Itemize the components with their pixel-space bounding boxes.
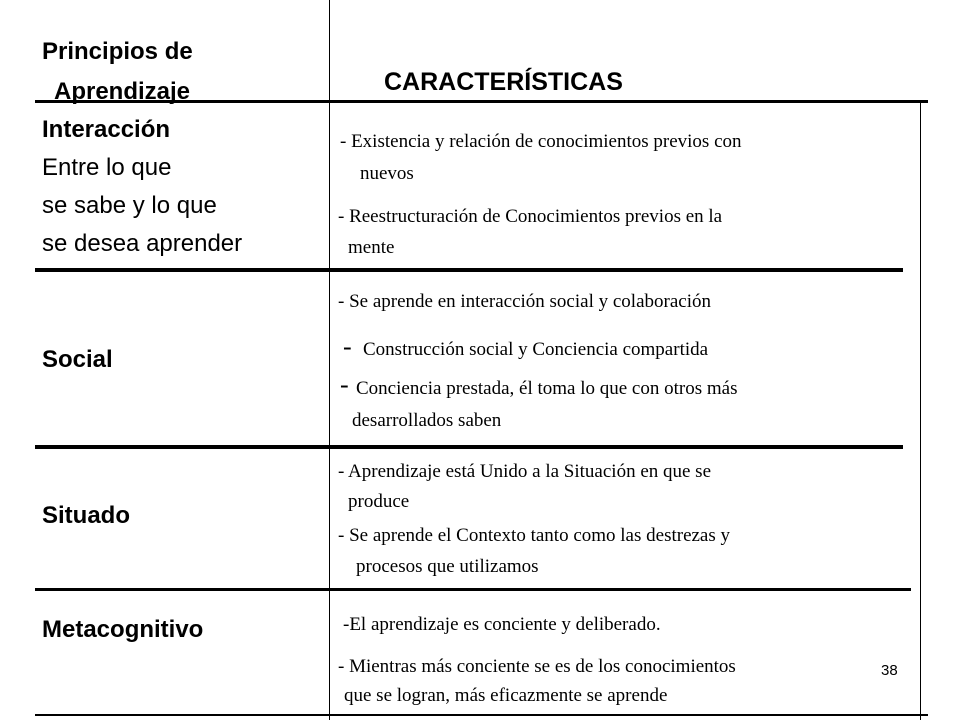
principle-label: se sabe y lo que [42, 192, 217, 219]
right-border [920, 100, 921, 720]
characteristic-item: - Reestructuración de Conocimientos previos en la [338, 206, 723, 227]
characteristic-item: - Se aprende en interacción social y colaboración [338, 291, 711, 312]
principles-heading-line2: Aprendizaje [54, 78, 191, 105]
characteristic-bullet: - [343, 332, 352, 361]
characteristic-item: -El aprendizaje es conciente y deliberado. [343, 614, 661, 635]
characteristic-item: nuevos [360, 163, 414, 184]
principle-label: Social [42, 346, 113, 373]
page-number: 38 [881, 662, 898, 679]
characteristic-item: mente [348, 237, 395, 258]
row-divider-2 [35, 445, 903, 449]
characteristic-item: - Aprendizaje está Unido a la Situación en que se [338, 461, 712, 482]
characteristic-item: procesos que utilizamos [356, 556, 539, 577]
column-divider [329, 0, 330, 720]
characteristics-heading: CARACTERÍSTICAS [384, 68, 623, 96]
principle-label: Situado [42, 502, 130, 529]
characteristic-item: desarrollados saben [352, 410, 502, 431]
principle-label: se desea aprender [42, 230, 243, 257]
characteristic-bullet: - [340, 370, 349, 399]
characteristic-item: Construcción social y Conciencia compartida [363, 339, 709, 360]
principles-heading-line1: Principios de [42, 38, 193, 65]
principle-label: Metacognitivo [42, 616, 204, 643]
characteristic-item: - Mientras más conciente se es de los conocimientos [338, 656, 736, 677]
bottom-rule [35, 714, 928, 716]
principle-label: Interacción [42, 116, 171, 143]
characteristic-item: Conciencia prestada, él toma lo que con otros más [356, 378, 738, 399]
characteristic-item: que se logran, más eficazmente se aprende [344, 685, 668, 706]
characteristic-item: - Se aprende el Contexto tanto como las destrezas y [338, 525, 731, 546]
characteristic-item: produce [348, 491, 410, 512]
row-divider-1 [35, 268, 903, 272]
principle-label: Entre lo que [42, 154, 172, 181]
characteristic-item: - Existencia y relación de conocimientos previos con [340, 131, 742, 152]
row-divider-3 [35, 588, 911, 591]
